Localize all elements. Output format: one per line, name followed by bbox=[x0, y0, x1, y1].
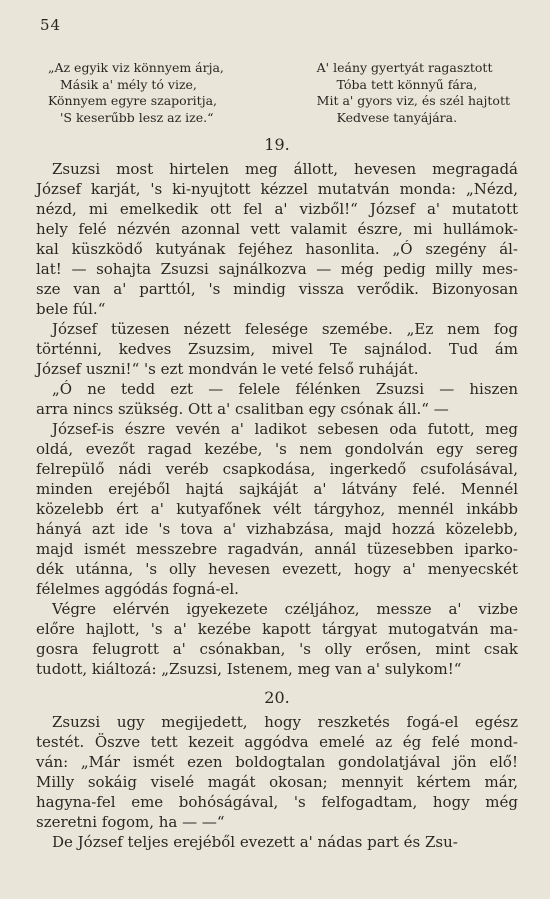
paragraph bbox=[36, 599, 518, 679]
text-line: oldá, evezőt ragad kezébe, 's nem gondolván egy sereg bbox=[36, 440, 518, 458]
text-line: történni, kedves Zsuzsim, mivel Te sajnálod. Tud ám bbox=[36, 340, 518, 358]
prose-sections bbox=[36, 135, 518, 852]
text-line: félelmes aggódás fogná-el. bbox=[36, 580, 239, 598]
text-line: bele fúl.“ bbox=[36, 300, 106, 318]
verse-line: Kedvese tanyájára. bbox=[336, 109, 458, 125]
text-line: hagyna-fel eme bohóságával, 's felfogadtam, hogy még bbox=[36, 793, 518, 811]
text-line: dék utánna, 's olly hevesen evezett, hogy a' menyecskét bbox=[36, 560, 518, 578]
paragraph bbox=[36, 319, 518, 379]
verse-block bbox=[36, 60, 518, 126]
verse-line: A' leány gyertyát ragasztott bbox=[316, 60, 493, 75]
text-line: ván: „Már ismét ezen boldogtalan gondolatjával jön elő! bbox=[36, 753, 518, 771]
paragraph bbox=[36, 832, 518, 852]
verse-stanza-right bbox=[317, 60, 518, 126]
text-line: arra nincs szükség. Ott a' csalitban egy csónak áll.“ — bbox=[36, 400, 449, 418]
text-line: kal küszködő kutyának fejéhez hasonlita. „Ó szegény ál- bbox=[36, 240, 518, 258]
text-line: lat! — sohajta Zsuzsi sajnálkozva — még pedig milly mes- bbox=[36, 260, 518, 278]
paragraph bbox=[36, 419, 518, 599]
text-line: testét. Öszve tett kezeit aggódva emelé az ég felé mond- bbox=[36, 733, 518, 751]
text-line: Zsuzsi ugy megijedett, hogy reszketés fogá-el egész bbox=[52, 713, 518, 731]
text-line: gosra felugrott a' csónakban, 's olly erősen, mint csak bbox=[36, 640, 518, 658]
text-line: minden erejéből hajtá sajkáját a' látvány felé. Mennél bbox=[36, 480, 518, 498]
text-line: Milly sokáig viselé magát okosan; mennyit kértem már, bbox=[36, 773, 518, 791]
text-line: De József teljes erejéből evezett a' nádas part és Zsu- bbox=[52, 833, 458, 851]
verse-line: 'S keserűbb lesz az ize.“ bbox=[60, 109, 214, 125]
section-number: 20. bbox=[264, 688, 290, 707]
text-line: sze van a' parttól, 's mindig vissza verődik. Bizonyosan bbox=[36, 280, 518, 298]
section-number: 19. bbox=[264, 135, 290, 154]
paragraph bbox=[36, 379, 518, 419]
text-line: József karját, 's ki-nyujtott kézzel mutatván monda: „Nézd, bbox=[36, 180, 518, 198]
verse-line: Másik a' mély tó vize, bbox=[60, 76, 197, 92]
verse-line: Tóba tett könnyű fára, bbox=[336, 76, 478, 92]
verse-line: „Az egyik viz könnyem árja, bbox=[48, 60, 224, 75]
text-line: szeretni fogom, ha — —“ bbox=[36, 813, 225, 831]
paragraph bbox=[36, 712, 518, 832]
verse-stanza-left bbox=[36, 60, 224, 126]
text-line: József-is észre vevén a' ladikot sebesen oda futott, meg bbox=[52, 420, 518, 438]
text-line: majd ismét messzebre ragadván, annál tüzesebben iparko- bbox=[36, 540, 518, 558]
text-line: Végre elérvén igyekezete czéljához, messze a' vizbe bbox=[52, 600, 518, 618]
text-line: közelebb ért a' kutyafőnek vélt tárgyhoz, mennél inkább bbox=[36, 500, 518, 518]
text-line: „Ó ne tedd ezt — felele félénken Zsuzsi — hiszen bbox=[52, 380, 518, 398]
text-line: József tüzesen nézett felesége szemébe. „Ez nem fog bbox=[52, 320, 518, 338]
text-line: hányá azt ide 's tova a' vizhabzása, majd hozzá közelebb, bbox=[36, 520, 518, 538]
verse-line: Mit a' gyors viz, és szél hajtott bbox=[316, 93, 510, 108]
text-line: előre hajlott, 's a' kezébe kapott tárgyat mutogatván ma- bbox=[36, 620, 518, 638]
paragraph bbox=[36, 159, 518, 319]
text-line: József uszni!“ 's ezt mondván le veté felső ruháját. bbox=[36, 360, 419, 378]
page-number: 54 bbox=[40, 16, 62, 34]
text-line: hely felé nézvén azonnal vett valamit észre, mi hullámok- bbox=[36, 220, 518, 238]
text-line: felrepülő nádi veréb csapkodása, ingerkedő csufolásával, bbox=[36, 460, 518, 478]
text-line: nézd, mi emelkedik ott fel a' vizből!“ József a' mutatott bbox=[36, 200, 518, 218]
verse-line: Könnyem egyre szaporitja, bbox=[48, 93, 218, 108]
text-line: Zsuzsi most hirtelen meg állott, hevesen megragadá bbox=[52, 160, 518, 178]
text-line: tudott, kiáltozá: „Zsuzsi, Istenem, meg van a' sulykom!“ bbox=[36, 660, 462, 678]
